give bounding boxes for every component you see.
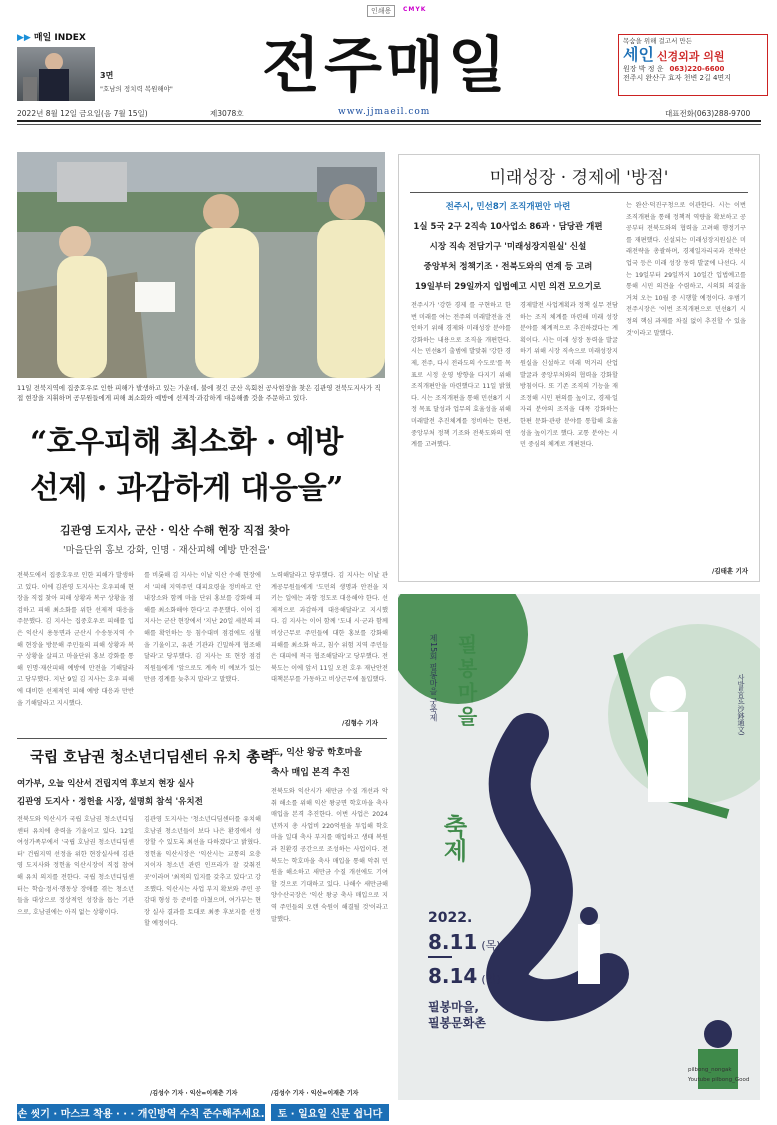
poster-venue2: 필봉문화촌 bbox=[428, 1016, 486, 1030]
main-photo bbox=[17, 152, 385, 378]
main-body-col1: 전북도에서 집중호우로 인한 피해가 발생하고 있다. 이에 김관영 도지사는 호우피해 현장을 직접 찾아 피해 상황과 복구 상황을 점검하고 피해 최소화를 위한 선제적 대응을 주문했다. 김 지사는 집중호우로 피해를 입은 익산시 용동면과 군산시 수송동지역 수해 현장을 방문해 주민들의 피해 상황과 복구 상황을 살피고 마을단위 홍보 강화를 통해 인명·재산피해 예방에 만전을 기해달라고 당부했다. 지난 9일 김 지사는 호우 피해에 대비한 선제적인 피해 예방 대응과 만반을 기해달라고 지시했다. bbox=[17, 572, 134, 707]
bottom-left-byline: /김성수 기자 · 익산=이재춘 기자 bbox=[150, 1090, 238, 1097]
ad-name: 세인 bbox=[623, 45, 654, 65]
main-subhead-1: 김관영 도지사, 군산 · 익산 수해 현장 직접 찾아 bbox=[60, 524, 290, 537]
top-right-sub3: 시장 직속 전담기구 '미래성장지원실' 신설 bbox=[429, 242, 587, 252]
phone: 대표전화(063)288-9700 bbox=[665, 109, 751, 118]
poster-word: 축제 bbox=[439, 814, 467, 862]
poster-venue1: 필봉마을, bbox=[428, 1000, 479, 1014]
index-label: ▶▶ 매일 INDEX bbox=[17, 33, 86, 43]
ad-address: 전주시 완산구 효자 천변 2길 4면지 bbox=[623, 73, 731, 82]
top-right-sub2: 1실 5국 2구 2직속 10사업소 86과 · 담당관 개편 bbox=[413, 222, 603, 232]
poster-year: 2022. bbox=[428, 910, 473, 926]
bottom-left-sub1: 여가부, 오늘 익산서 건립지역 후보지 현장 실사 bbox=[17, 779, 194, 789]
bottom-left-sub2: 김관영 도지사 · 정헌율 시장, 설명회 참석 '유치전 bbox=[17, 797, 203, 807]
website-link[interactable]: www.jjmaeil.com bbox=[338, 107, 431, 117]
main-photo-caption: 11일 전북지역에 집중호우로 인한 피해가 발생하고 있는 가운데, 불에 젖긴 군산 옥회천 공사현장을 찾은 김관영 전북도지사가 직접 현장을 지휘하며 공무원들에게 피해 최소화와 예방에 선제적·과감하게 대응해줄 것을 주문하고 있다. bbox=[17, 384, 381, 402]
top-right-sub1: 전주시, 민선8기 조직개편안 마련 bbox=[445, 202, 571, 212]
top-right-col1: 전주시가 '강한 경제 를 구현하고 한번 미래를 여는 전주의 미래발전을 견인하기 위해 경제와 미래성장 분야를 강화하는 내용으로 조직을 개편한다. 시는 민선8기 출범에 발맞춰 '강한 경제, 전주, 다시 전라도의 수도로'를 목표로 시정 운영 방향을 다지기 위해 조직개편안을 마련했다고 11일 밝혔다. 시는 조직개편을 통해 민선8기 시정 목표 달성과 업무의 효율성을 위해 미래발전 추진체계를 정비하는 한편, 중앙부처 정책 기조와 전북도와의 연계를 고려했다. bbox=[411, 302, 511, 449]
ad-box bbox=[618, 34, 768, 96]
top-right-sub5: 19일부터 29일까지 입법예고 시민 의견 모으기로 bbox=[414, 282, 602, 292]
top-right-sub4: 중앙부처 정책기조 · 전북도와의 연계 등 고려 bbox=[423, 262, 593, 272]
poster-date1: 8.11 bbox=[428, 930, 478, 954]
poster-sns1: pilbong_nongak bbox=[688, 1067, 732, 1073]
bottom-mid-col: 전북도와 익산시가 새만금 수질 개선과 악취 해소를 위해 익산 왕궁면 학호마을 축사 매입을 본격 추진한다. 이번 사업은 2024년까지 총 사업비 220억원을 투입해 학호마을 일대 축사 부지를 매입하고 생태 복원과 친환경 공간으로 조성하는 사업이다. 전북도는 학호마을 축사 매입을 통해 악취 민원을 해소하고 새만금 수질 개선에도 기여할 것으로 기대하고 있다. 나해수 새만금해양수산국장은 '익산 왕궁 축사 매입으로 지역 주민들의 오랜 숙원이 해결될 것'이라고 말했다. bbox=[271, 788, 388, 923]
top-right-col3: 는 완산·덕진구청으로 이관한다. 시는 이번 조직개편을 통해 정책적 역량을 확보하고 공공부터 전북도와의 협력을 고려해 행정기구를 재편했다. 신설되는 미래성장지원실은 미래전략을 총괄하며, 경제일자리국과 전략산업국 등은 미래 성장 동력 발굴에 나선다. 시는 19일부터 29일까지 10일간 입법예고를 통해 시민 의견을 수렴하고, 시의회 의결을 거쳐 오는 10월 중 시행할 예정이다. 우범기 전주시장은 '이번 조직개편으로 민선8기 시정의 핵심 과제를 차질 없이 추진할 수 있을 것'이라고 말했다. bbox=[626, 202, 746, 337]
poster-day2: (일) bbox=[481, 973, 501, 986]
bottom-left-rule bbox=[17, 738, 387, 739]
main-headline bbox=[30, 420, 390, 512]
banner-right: 토 · 일요일 신문 쉽니다 bbox=[271, 1104, 389, 1121]
cmyk-mark: CMYK bbox=[403, 6, 427, 13]
top-right-title: 미래성장 · 경제에 '방점' bbox=[489, 168, 669, 188]
bottom-mid-sub: 축사 매입 본격 추진 bbox=[271, 768, 350, 778]
festival-poster bbox=[398, 594, 760, 1100]
main-headline-line2: 선제 · 과감하게 대응을” bbox=[30, 471, 343, 506]
main-headline-line1: “호우피해 최소화 · 예방 bbox=[30, 425, 343, 460]
registration-label: 인쇄용 bbox=[367, 5, 395, 17]
poster-vertical-text: 사발통문(沙鉢通文) bbox=[737, 674, 745, 736]
date: 2022년 8월 12일 금요일(음 7월 15일) bbox=[17, 109, 148, 118]
bottom-mid-title: 도, 익산 왕궁 학호마을 bbox=[271, 748, 363, 758]
index-photo bbox=[17, 47, 95, 101]
banner-left: 손 씻기 · 마스크 착용 · · · 개인방역 수칙 준수해주세요. bbox=[17, 1104, 265, 1121]
ad-director: 원장 박 정 운 bbox=[623, 65, 664, 74]
poster-date2-row bbox=[428, 964, 501, 988]
main-byline: /김형수 기자 bbox=[342, 719, 379, 727]
bottom-left-title: 국립 호남권 청소년디딤센터 유치 총력 bbox=[30, 749, 275, 766]
poster-date1-row bbox=[428, 930, 501, 954]
bottom-left-col2: 김관영 도지사는 '청소년디딤센터를 유치해 호남권 청소년들이 보다 나은 환경에서 성장할 수 있도록 최선을 다하겠다'고 밝혔다. 정헌율 익산시장은 '익산시는 교통의 요충지이자 청소년 관련 인프라가 잘 갖춰진 곳'이라며 '최적의 입지를 갖추고 있다'고 강조했다. 익산시는 사업 부지 확보와 주민 공감대 형성 등 준비를 마쳤으며, 여가부는 현장 실사 결과를 토대로 최종 후보지를 선정할 예정이다. bbox=[144, 816, 261, 928]
poster-subtitle: 제15회 필봉마을 굿축제 bbox=[429, 634, 438, 722]
top-rule bbox=[17, 120, 761, 122]
main-body-col3: 노력해달라고 당부했다. 김 지사는 이날 관계공무원들에게 '도민의 생명과 안전을 지키는 일에는 과함 정도로 대응해야 한다. 선제적으로 과감하게 대응해달라'고 지시했다. 김 지사는 이어 함께 '도내 시·군과 함께 비상근무로 주민들에 대한 홍보를 강화해 피해를 최소화 하고, 침수 위험 지역 주민들은 대피에 적극 협조해달라'고 당부했다. 전북도는 이에 앞서 11일 오전 호우 재난안전대책본부를 가동하고 비상근무에 돌입했다. bbox=[271, 572, 388, 684]
ad-tagline: 목숨을 위해 걸고서 만든 bbox=[623, 37, 692, 45]
bottom-mid-byline: /김성수 기자 · 익산=이재춘 기자 bbox=[271, 1090, 359, 1097]
top-right-title-rule bbox=[410, 192, 748, 193]
top-rule-thin bbox=[17, 124, 761, 125]
index-teaser: "호남의 정치력 복원해야" bbox=[100, 85, 173, 93]
main-subhead-2: '마을단위 홍보 강화, 인명 · 재산피해 예방 만전을' bbox=[63, 545, 270, 556]
issue-number: 제3078호 bbox=[210, 109, 244, 118]
poster-date2: 8.14 bbox=[428, 964, 478, 988]
ad-name-sub: 신경외과 의원 bbox=[656, 50, 725, 64]
poster-day1: (목) bbox=[481, 939, 501, 952]
main-body-col2: 를 비롯해 김 지사는 이날 익산 수해 현장에서 '피해 지역주민 대피요령을 정비하고 안내장소와 함께 마을 단위 홍보를 강화해 피해를 최소화해야 한다'고 주문했다. 이어 김 지사는 군산 현장에서 '지난 20일 세분의 피해를 확인하는 등 침수대비 점검에도 심혈을 기울이고, 유관 기관과 긴밀하게 협조해 달라'고 당부했다. 김 지사는 또 현장 점검 직원들에게 '앞으로도 계속 비 예보가 있는 만큼 경계를 늦추지 말라'고 말했다. bbox=[144, 572, 261, 684]
poster-date-dash bbox=[428, 956, 452, 958]
masthead: 전주매일 bbox=[262, 31, 510, 101]
index-page: 3면 bbox=[100, 71, 114, 80]
poster-sns2: Youtube pilbong_Good bbox=[688, 1077, 750, 1083]
top-right-byline: /김태훈 기자 bbox=[712, 567, 749, 575]
bottom-left-col1: 전북도와 익산시가 국립 호남권 청소년디딤센터 유치에 총력을 기울이고 있다. 12일 여성가족부에서 '국립 호남권 청소년디딤센터' 건립지역 선정을 위한 현장실사에 김관영 도지사와 정헌율 익산시장이 직접 참여해 유치 의지를 전한다. 국립 청소년디딤센터는 학습·정서·행동상 장애를 겪는 청소년들을 대상으로 정상적인 성장을 돕는 기관으로, 호남권에는 아직 없는 상황이다. bbox=[17, 816, 134, 916]
top-right-col2: 경제발전 사업계획과 정책 실무 전담하는 조직 체계를 마련해 미래 성장 분야를 체계적으로 추진하겠다는 계획이다. 시는 미래 성장 동력을 발굴하기 위해 시장 직속으로 미래성장지원실을 신설하고 미래 먹거리 산업 발굴과 중앙부처와의 협력을 강화할 방침이다. 또 기존 조직의 기능을 재조정해 시민 편의를 높이고, 경제·일자리 분야의 조직을 대폭 강화하는 한편 문화·관광 분야를 통합해 효율성을 높이기로 했다. 교통 분야는 시민 중심의 체계로 개편된다. bbox=[520, 302, 618, 449]
ad-phone: 063)220-6600 bbox=[669, 65, 725, 74]
poster-brand: 필봉마을 bbox=[454, 634, 478, 730]
